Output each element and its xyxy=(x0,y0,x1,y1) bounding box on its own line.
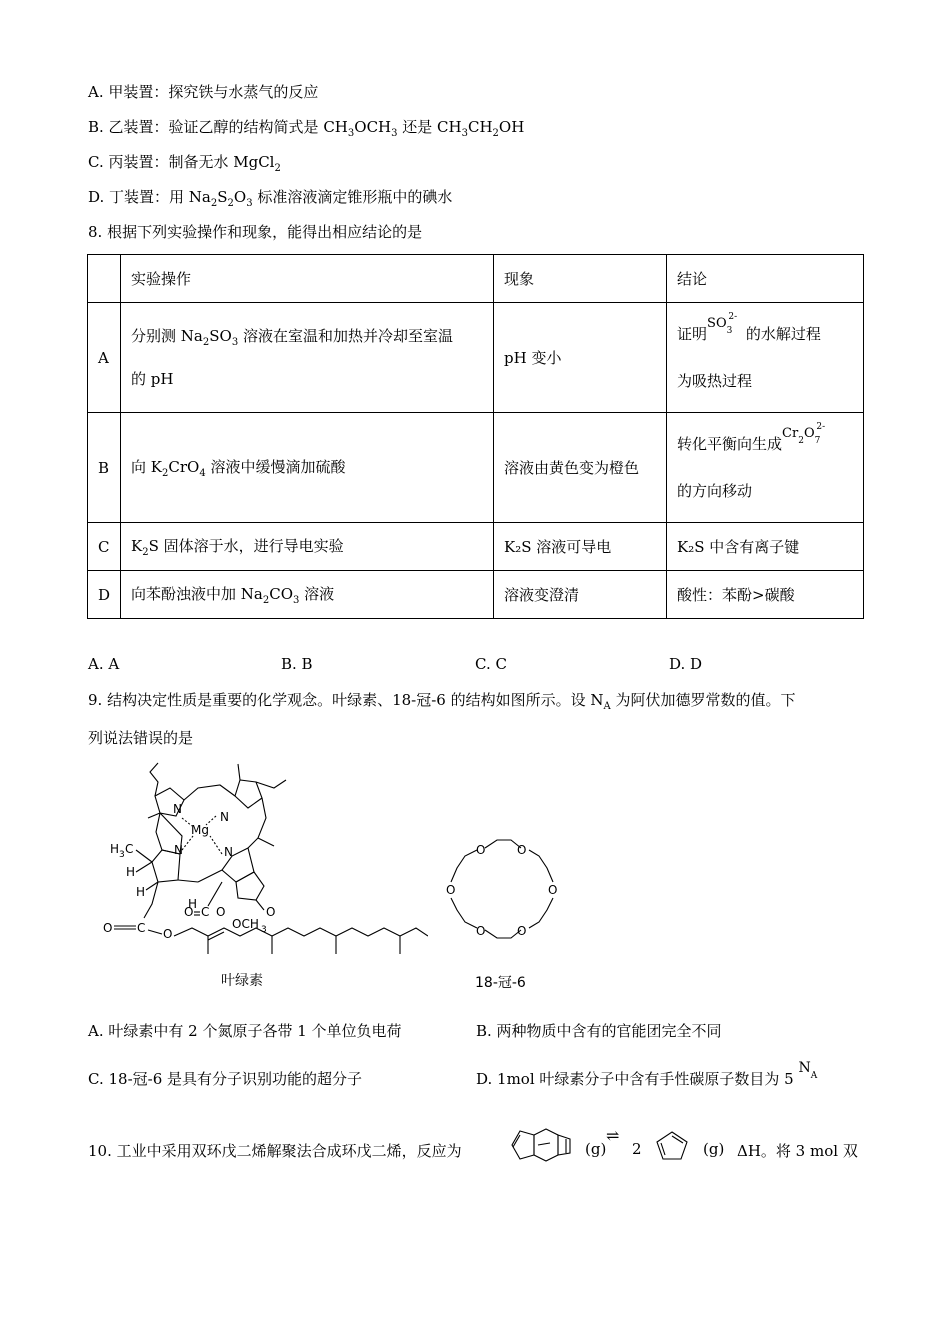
q7-option-b: B. 乙装置：验证乙醇的结构简式是 $CH_3OCH_3$ 还是 $CH_3CH_2OH$ xyxy=(88,118,525,139)
svg-text:3: 3 xyxy=(119,850,125,860)
q10-state-1: (g) xyxy=(585,1140,607,1158)
row-conclusion: K₂S 中含有离子键 xyxy=(667,523,864,571)
q7-option-d: D. 丁装置：用 $Na_2S_2O_3$ 标准溶液滴定锥形瓶中的碘水 xyxy=(88,188,453,209)
q8-choice-a: A. A xyxy=(88,655,120,673)
header-phenomenon: 现象 xyxy=(494,255,667,303)
row-conclusion: 转化平衡向生成$Cr_2O_7^{2-}$ 的方向移动 xyxy=(667,413,864,523)
svg-text:O: O xyxy=(184,905,194,919)
svg-text:H: H xyxy=(110,842,120,856)
row-label: D xyxy=(88,571,121,619)
svg-text:N: N xyxy=(173,802,182,816)
q9-option-d-text: D. 1mol 叶绿素分子中含有手性碳原子数目为 5 xyxy=(476,1070,794,1088)
row-label: A xyxy=(88,303,121,413)
svg-text:Mg: Mg xyxy=(191,823,209,837)
svg-text:O: O xyxy=(517,843,527,857)
q9-stem-a: 9. 结构决定性质是重要的化学观念。叶绿素、18-冠-6 的结构如图所示。设 N xyxy=(88,691,604,709)
svg-text:O: O xyxy=(548,883,558,897)
cyclopentadiene-structure xyxy=(654,1129,690,1163)
svg-text:H: H xyxy=(126,865,136,879)
svg-text:O: O xyxy=(476,843,486,857)
svg-text:3: 3 xyxy=(261,925,267,935)
header-conclusion: 结论 xyxy=(667,255,864,303)
q9-stem-line2: 列说法错误的是 xyxy=(88,729,194,747)
q10-stem-tail: ΔH。将 3 mol 双 xyxy=(737,1142,858,1160)
table-header-row xyxy=(88,255,864,303)
q7-option-d-text: D. 丁装置：用 Na xyxy=(88,188,211,206)
svg-text:H: H xyxy=(136,885,146,899)
dicyclopentadiene-structure xyxy=(508,1125,574,1167)
svg-text:O: O xyxy=(517,924,527,938)
q8-choice-b: B. B xyxy=(281,655,313,673)
svg-text:O: O xyxy=(446,883,456,897)
row-phenomenon: K₂S 溶液可导电 xyxy=(494,523,667,571)
q10-stem-a: 10. 工业中采用双环戊二烯解聚法合成环戊二烯，反应为 xyxy=(88,1142,462,1160)
q9-stem-b: 为阿伏加德罗常数的值。下 xyxy=(615,691,796,709)
row-phenomenon: pH 变小 xyxy=(494,303,667,413)
q9-option-c: C. 18-冠-6 是具有分子识别功能的超分子 xyxy=(88,1070,363,1088)
table-row xyxy=(88,303,864,413)
svg-text:H: H xyxy=(188,897,198,911)
svg-text:C: C xyxy=(125,842,134,856)
table-row xyxy=(88,523,864,571)
chlorophyll-label: 叶绿素 xyxy=(221,973,263,989)
q9-option-b: B. 两种物质中含有的官能团完全不同 xyxy=(476,1022,722,1040)
q7-option-b-text: B. 乙装置：验证乙醇的结构简式是 CH xyxy=(88,118,348,136)
svg-text:N: N xyxy=(174,843,183,857)
svg-text:O: O xyxy=(266,905,276,919)
equilibrium-arrow-icon: ⇌ xyxy=(606,1126,620,1145)
row-operation: 分别测 $Na_2SO_3$ 溶液在室温和加热并冷却至室温 的 pH xyxy=(121,303,494,413)
row-conclusion: 酸性：苯酚>碳酸 xyxy=(667,571,864,619)
table-row xyxy=(88,413,864,523)
svg-text:OCH: OCH xyxy=(232,917,259,931)
q7-option-c-text: C. 丙装置：制备无水 MgCl xyxy=(88,153,275,171)
row-label: C xyxy=(88,523,121,571)
row-operation: 向苯酚浊液中加 $Na_2CO_3$ 溶液 xyxy=(121,571,494,619)
q9-stem-line1: 9. 结构决定性质是重要的化学观念。叶绿素、18-冠-6 的结构如图所示。设 $N_A$ 为阿伏加德罗常数的值。下 xyxy=(88,691,796,712)
q7-option-c: C. 丙装置：制备无水 MgCl$_2$ xyxy=(88,153,281,174)
header-operation: 实验操作 xyxy=(121,255,494,303)
chlorophyll-structure xyxy=(98,758,428,963)
q10-coefficient: 2 xyxy=(632,1140,642,1158)
q7-option-a: A. 甲装置：探究铁与水蒸气的反应 xyxy=(88,83,319,101)
row-phenomenon: 溶液由黄色变为橙色 xyxy=(494,413,667,523)
crown-ether-structure xyxy=(435,830,565,945)
table-row xyxy=(88,571,864,619)
row-phenomenon: 溶液变澄清 xyxy=(494,571,667,619)
q10-state-2: (g) xyxy=(703,1140,725,1158)
row-conclusion: 证明$SO_3^{2-}$ 的水解过程 为吸热过程 xyxy=(667,303,864,413)
svg-text:O: O xyxy=(476,924,486,938)
svg-text:O: O xyxy=(103,921,113,935)
row-operation: 向 $K_2CrO_4$ 溶液中缓慢滴加硫酸 xyxy=(121,413,494,523)
q8-stem: 8. 根据下列实验操作和现象，能得出相应结论的是 xyxy=(88,223,423,241)
q8-table xyxy=(87,254,864,619)
q9-option-d: D. 1mol 叶绿素分子中含有手性碳原子数目为 5 $N_A$ xyxy=(476,1060,818,1088)
q8-choice-c: C. C xyxy=(475,655,507,673)
q8-choice-d: D. D xyxy=(669,655,703,673)
row-label: B xyxy=(88,413,121,523)
svg-text:O: O xyxy=(216,905,226,919)
svg-text:C: C xyxy=(137,921,146,935)
svg-text:N: N xyxy=(224,845,233,859)
svg-text:N: N xyxy=(220,810,229,824)
header-blank xyxy=(88,255,121,303)
svg-text:C: C xyxy=(201,905,210,919)
crown-ether-label: 18-冠-6 xyxy=(475,975,526,991)
row-operation: $K_2S$ 固体溶于水，进行导电实验 xyxy=(121,523,494,571)
q9-option-a: A. 叶绿素中有 2 个氮原子各带 1 个单位负电荷 xyxy=(88,1022,402,1040)
svg-text:O: O xyxy=(163,927,173,941)
